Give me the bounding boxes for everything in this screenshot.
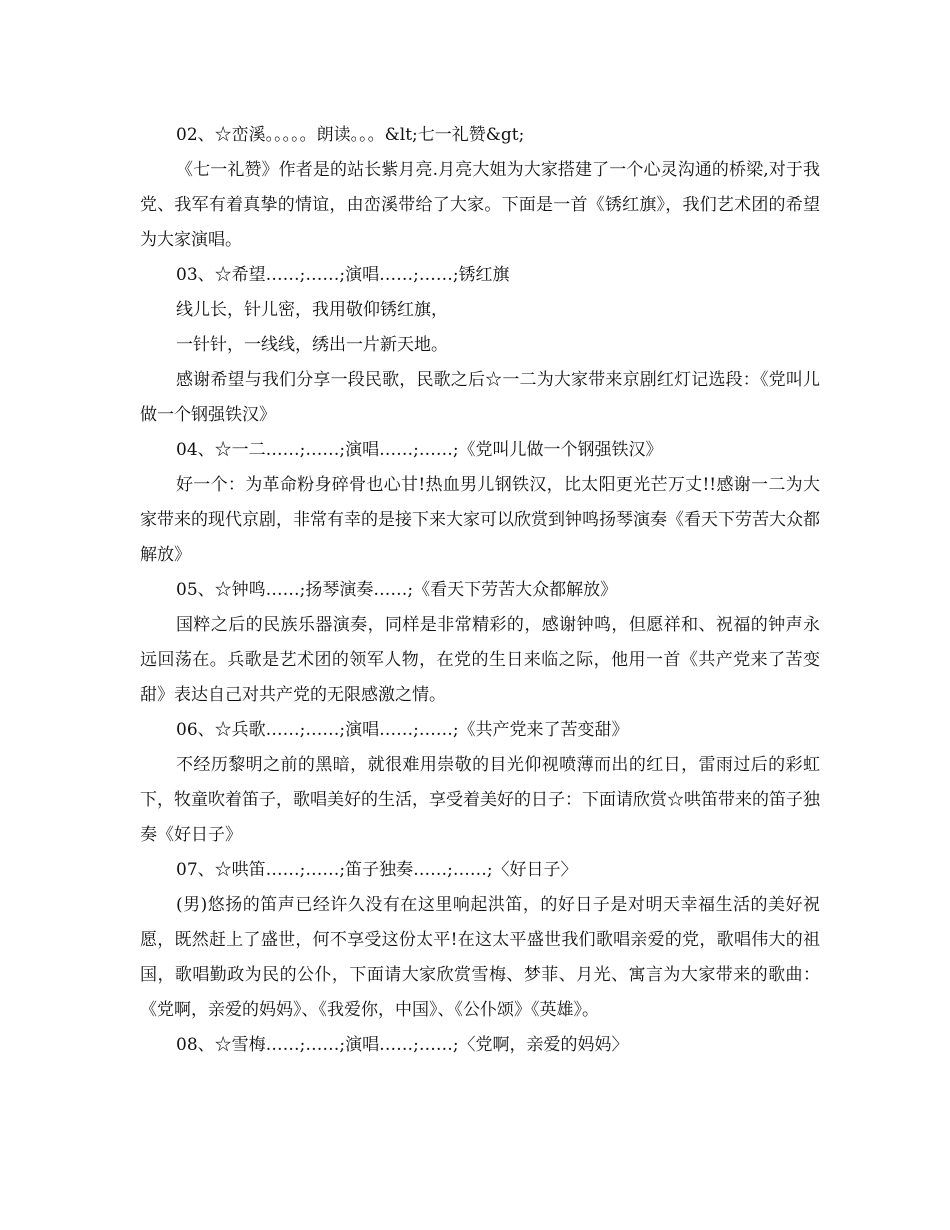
narration-paragraph: 感谢希望与我们分享一段民歌，民歌之后☆一二为大家带来京剧红灯记选段：《党叫儿做一个钢强铁汉》 xyxy=(140,370,820,425)
lyric-line: 线儿长，针儿密，我用敬仰锈红旗， xyxy=(176,300,448,320)
narration-paragraph: 不经历黎明之前的黑暗，就很难用崇敬的目光仰视喷薄而出的红日，雷雨过后的彩虹下，牧童吹着笛子，歌唱美好的生活，享受着美好的日子：下面请欣赏☆哄笛带来的笛子独奏《好日子》 xyxy=(140,755,820,845)
program-item-06: 06、☆兵歌……;……;演唱……;……;《共产党来了苦变甜》 xyxy=(176,720,629,740)
program-item-07: 07、☆哄笛……;……;笛子独奏……;……;〈好日子〉 xyxy=(176,860,578,880)
narration-paragraph: 好一个：为革命粉身碎骨也心甘!热血男儿钢铁汉，比太阳更光芒万丈!!感谢一二为大家带来的现代京剧，非常有幸的是接下来大家可以欣赏到钟鸣扬琴演奏《看天下劳苦大众都解放》 xyxy=(140,475,820,565)
narration-paragraph: (男)悠扬的笛声已经许久没有在这里响起洪笛，的好日子是对明天幸福生活的美好祝愿，既然赶上了盛世，何不享受这份太平!在这太平盛世我们歌唱亲爱的党，歌唱伟大的祖国，歌唱勤政为民的公仆，下面请大家欣赏雪梅、梦菲、月光、寓言为大家带来的歌曲：《党啊，亲爱的妈妈》、《我爱你，中国》、《公仆颂》《英雄》。 xyxy=(140,895,820,1020)
program-item-04: 04、☆一二……;……;演唱……;……;《党叫儿做一个钢强铁汉》 xyxy=(176,440,663,460)
lyric-line: 一针针，一线线，绣出一片新天地。 xyxy=(176,335,448,355)
program-item-02: 02、☆峦溪。。。。。朗读。。。&lt;七一礼赞&gt; xyxy=(176,125,525,145)
narration-paragraph: 国粹之后的民族乐器演奏，同样是非常精彩的，感谢钟鸣，但愿祥和、祝福的钟声永远回荡在。兵歌是艺术团的领军人物，在党的生日来临之际，他用一首《共产党来了苦变甜》表达自己对共产党的无限感激之情。 xyxy=(140,615,820,705)
program-item-08: 08、☆雪梅……;……;演唱……;……;〈党啊，亲爱的妈妈〉 xyxy=(176,1035,629,1055)
narration-paragraph: 《七一礼赞》作者是的站长紫月亮.月亮大姐为大家搭建了一个心灵沟通的桥梁,对于我党、我军有着真挚的情谊，由峦溪带给了大家。下面是一首《锈红旗》，我们艺术团的希望为大家演唱。 xyxy=(140,160,820,250)
program-item-05: 05、☆钟鸣……;扬琴演奏……;《看天下劳苦大众都解放》 xyxy=(176,580,618,600)
document-body xyxy=(140,118,820,1063)
program-item-03: 03、☆希望……;……;演唱……;……;锈红旗 xyxy=(176,265,510,285)
